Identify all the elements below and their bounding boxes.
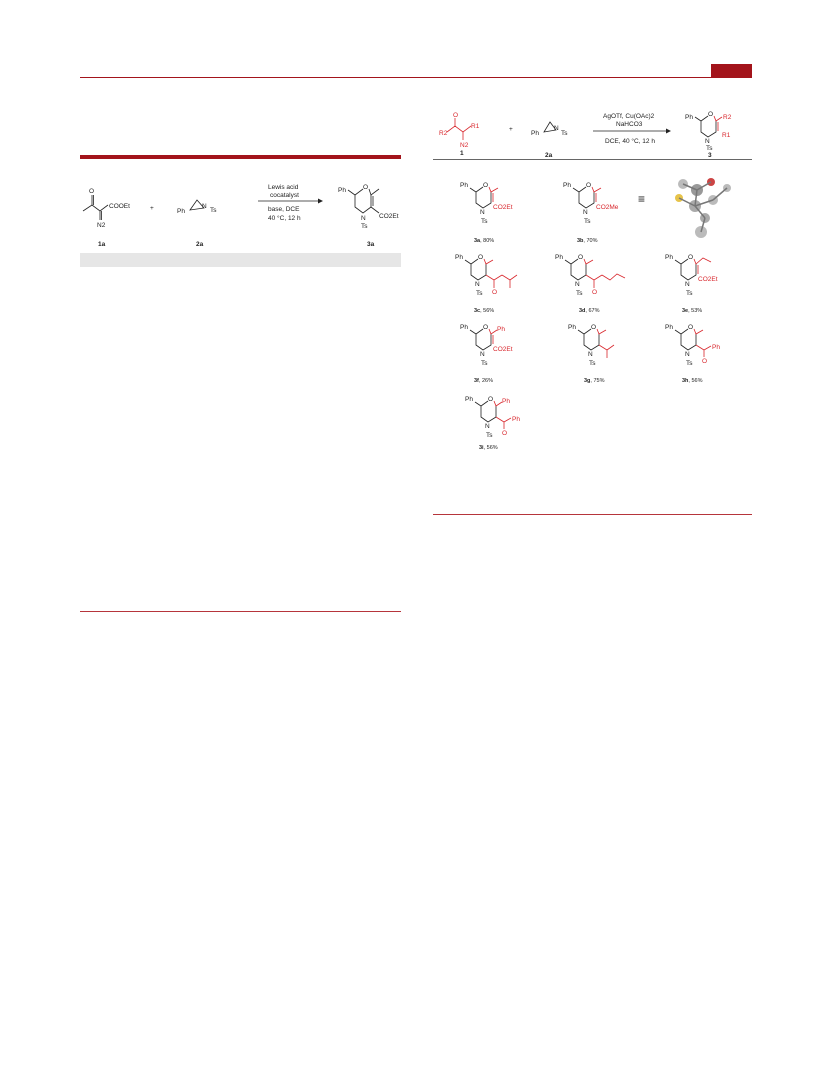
svg-text:O: O: [591, 324, 597, 331]
svg-text:Ph: Ph: [512, 416, 520, 423]
right-reaction-scheme: [433, 108, 752, 158]
svg-text:O: O: [702, 358, 708, 365]
svg-text:N: N: [202, 203, 207, 210]
product-3b-card: [563, 182, 619, 244]
reaction-arrow: [258, 184, 323, 222]
svg-text:Ph: Ph: [555, 254, 563, 261]
svg-text:N: N: [685, 281, 690, 288]
label-3a: 3a: [367, 241, 375, 248]
svg-text:O: O: [502, 430, 508, 437]
svg-text:R1: R1: [722, 132, 731, 139]
svg-text:3f, 26%: 3f, 26%: [474, 378, 493, 384]
reactant-2a-right: [531, 122, 568, 158]
reaction-arrow-right: [593, 113, 671, 145]
svg-text:Ph: Ph: [712, 344, 720, 351]
svg-text:Ts: Ts: [481, 218, 488, 225]
product-3d-card: [555, 254, 625, 314]
svg-text:AgOTf, Cu(OAc)2: AgOTf, Cu(OAc)2: [603, 113, 655, 120]
svg-text:N: N: [480, 351, 485, 358]
product-3h-card: [665, 324, 720, 384]
svg-text:3e, 53%: 3e, 53%: [682, 308, 703, 314]
svg-text:N: N: [705, 138, 710, 145]
svg-text:Ts: Ts: [584, 218, 591, 225]
svg-text:Ph: Ph: [531, 130, 539, 137]
product-grid: [433, 170, 752, 460]
svg-text:Ph: Ph: [685, 114, 693, 121]
svg-text:Ph: Ph: [568, 324, 576, 331]
svg-text:3i, 56%: 3i, 56%: [479, 445, 498, 451]
svg-text:N: N: [475, 281, 480, 288]
svg-text:Ph: Ph: [460, 324, 468, 331]
svg-text:Ts: Ts: [481, 360, 488, 367]
svg-text:Ph: Ph: [665, 254, 673, 261]
header-tab: [711, 64, 752, 77]
svg-text:Ts: Ts: [561, 130, 568, 137]
product-3g-card: [568, 324, 614, 384]
svg-text:O: O: [492, 289, 498, 296]
svg-text:N: N: [588, 351, 593, 358]
table-top-bar: [80, 155, 401, 159]
svg-text:CO2Et: CO2Et: [493, 346, 513, 353]
svg-text:O: O: [89, 188, 95, 195]
svg-text:Ts: Ts: [686, 290, 693, 297]
table-bottom-rule: [80, 611, 401, 612]
svg-text:COOEt: COOEt: [109, 203, 130, 210]
svg-text:N: N: [485, 423, 490, 430]
product-3a-card: [460, 182, 513, 244]
svg-text:3h, 56%: 3h, 56%: [682, 378, 703, 384]
svg-text:3g, 75%: 3g, 75%: [584, 378, 605, 384]
product-3-general: [685, 111, 732, 158]
reactant-1a: [83, 188, 130, 248]
scheme-divider: [433, 159, 752, 160]
product-3e-card: [665, 254, 718, 314]
plus-sign: +: [150, 205, 154, 212]
table-header-row: [80, 253, 401, 267]
svg-text:O: O: [586, 182, 592, 189]
svg-text:Ph: Ph: [338, 187, 346, 194]
svg-text:Ph: Ph: [455, 254, 463, 261]
svg-text:O: O: [453, 112, 459, 119]
svg-text:40 °C, 12 h: 40 °C, 12 h: [268, 215, 301, 222]
product-3f-card: [460, 324, 513, 384]
reactant-2a: [177, 200, 217, 248]
svg-text:O: O: [592, 289, 598, 296]
svg-text:3b, 70%: 3b, 70%: [577, 238, 598, 244]
svg-text:O: O: [688, 254, 694, 261]
svg-text:Ts: Ts: [476, 290, 483, 297]
svg-text:O: O: [708, 111, 714, 118]
svg-text:Ts: Ts: [706, 145, 713, 152]
product-3i-card: [465, 396, 520, 451]
svg-text:N: N: [583, 209, 588, 216]
svg-text:3c, 56%: 3c, 56%: [474, 308, 495, 314]
svg-text:DCE, 40 °C, 12 h: DCE, 40 °C, 12 h: [605, 138, 655, 145]
svg-text:N: N: [685, 351, 690, 358]
svg-text:R2: R2: [723, 114, 732, 121]
svg-text:Ts: Ts: [576, 290, 583, 297]
svg-text:R1: R1: [471, 123, 480, 130]
svg-text:O: O: [488, 396, 494, 403]
svg-text:CO2Et: CO2Et: [493, 204, 513, 211]
svg-text:Ph: Ph: [665, 324, 673, 331]
svg-text:N2: N2: [460, 142, 469, 149]
svg-text:O: O: [483, 324, 489, 331]
svg-text:Ts: Ts: [361, 223, 368, 230]
header-rule: [80, 77, 752, 78]
svg-text:Ts: Ts: [210, 207, 217, 214]
svg-text:O: O: [363, 184, 369, 191]
svg-text:3a, 80%: 3a, 80%: [474, 238, 495, 244]
label-3: 3: [708, 152, 712, 158]
scheme-bottom-rule: [433, 514, 752, 515]
svg-text:NaHCO3: NaHCO3: [616, 121, 643, 128]
svg-text:Ph: Ph: [465, 396, 473, 403]
svg-text:Ph: Ph: [460, 182, 468, 189]
svg-text:R2: R2: [439, 130, 448, 137]
svg-text:Lewis acid: Lewis acid: [268, 184, 299, 191]
svg-text:O: O: [688, 324, 694, 331]
svg-text:cocatalyst: cocatalyst: [270, 192, 299, 199]
svg-text:Ts: Ts: [486, 432, 493, 439]
label-2a-right: 2a: [545, 152, 553, 158]
reactant-1-general: [439, 112, 480, 157]
label-1: 1: [460, 150, 464, 157]
svg-text:O: O: [478, 254, 484, 261]
svg-text:Ph: Ph: [497, 326, 505, 333]
product-3a: [338, 184, 399, 248]
svg-text:Ts: Ts: [686, 360, 693, 367]
label-2a: 2a: [196, 241, 204, 248]
svg-text:CO2Me: CO2Me: [596, 204, 619, 211]
equivalence-symbol: ≡: [638, 192, 646, 206]
svg-text:3d, 67%: 3d, 67%: [579, 308, 600, 314]
svg-text:N: N: [361, 215, 366, 222]
product-3c-card: [455, 254, 517, 314]
svg-text:N: N: [575, 281, 580, 288]
svg-text:N: N: [480, 209, 485, 216]
svg-text:N2: N2: [97, 222, 106, 229]
plus-sign-right: +: [509, 126, 513, 133]
svg-text:CO2Et: CO2Et: [698, 276, 718, 283]
svg-text:Ph: Ph: [563, 182, 571, 189]
svg-text:O: O: [578, 254, 584, 261]
label-1a: 1a: [98, 241, 106, 248]
svg-text:Ph: Ph: [177, 208, 185, 215]
svg-text:O: O: [483, 182, 489, 189]
left-reaction-scheme: [80, 175, 401, 251]
svg-text:Ts: Ts: [589, 360, 596, 367]
xray-structure-image: [675, 178, 731, 238]
svg-text:N: N: [554, 125, 559, 132]
svg-text:Ph: Ph: [502, 398, 510, 405]
svg-text:CO2Et: CO2Et: [379, 213, 399, 220]
svg-text:base, DCE: base, DCE: [268, 206, 300, 213]
